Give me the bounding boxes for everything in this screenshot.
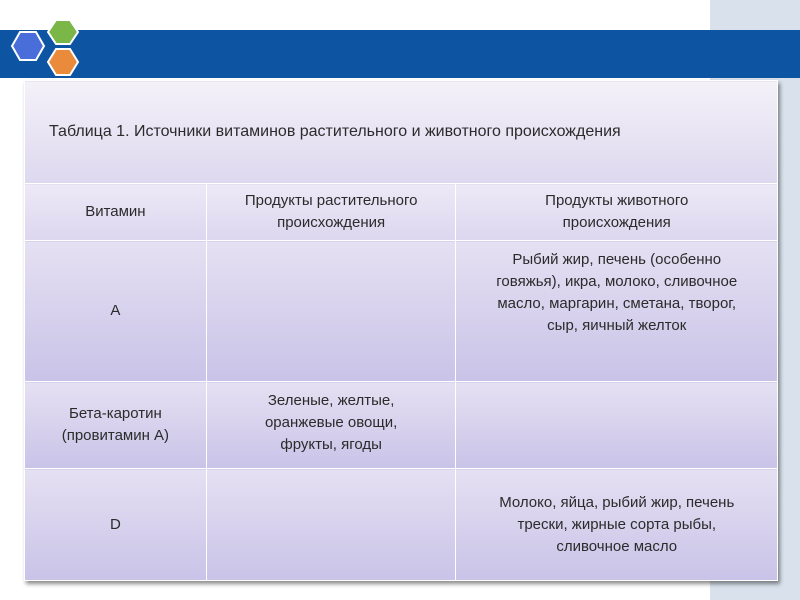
vitamin-d-animal-line1: Молоко, яйца, рыбий жир, печень xyxy=(499,493,735,511)
hexagon-orange-icon xyxy=(48,49,78,75)
cell-vitamin-a-animal xyxy=(456,241,778,382)
vitamin-a-name: A xyxy=(110,302,121,319)
table-title: Таблица 1. Источники витаминов растительного и животного происхождения xyxy=(25,81,778,184)
vitamin-d-name: D xyxy=(109,515,121,533)
vitamin-sources-table xyxy=(24,80,778,581)
beta-carotene-line2: (провитамин A) xyxy=(61,427,170,444)
beta-carotene-plant-line1: Зеленые, желтые, xyxy=(267,392,395,409)
header-plant-line1: Продукты растительного xyxy=(244,192,418,209)
hexagon-cluster-logo-icon xyxy=(8,18,94,88)
cell-beta-carotene-animal xyxy=(456,382,778,469)
beta-carotene-plant-line2: оранжевые овощи, xyxy=(264,414,398,431)
beta-carotene-line1: Бета-каротин xyxy=(68,405,162,422)
table-row-beta-carotene xyxy=(25,382,778,469)
table-title-row xyxy=(25,81,778,184)
hexagon-green-icon xyxy=(48,20,78,44)
cell-vitamin-d-animal xyxy=(456,469,778,581)
hexagon-blue-icon xyxy=(12,32,44,60)
cell-vitamin-d-plant xyxy=(206,469,456,581)
background-top-band xyxy=(0,30,800,78)
header-plant-products xyxy=(206,184,456,241)
cell-beta-carotene-plant xyxy=(206,382,456,469)
cell-vitamin-a xyxy=(25,241,207,382)
vitamin-a-animal-line2: говяжья), икра, молоко, сливочное xyxy=(496,273,738,290)
table-row-vitamin-d xyxy=(25,469,778,581)
table-row-vitamin-a xyxy=(25,241,778,382)
vitamin-a-animal-line4: сыр, яичный желток xyxy=(547,317,687,334)
cell-vitamin-d xyxy=(25,469,207,581)
header-animal-line2: происхождения xyxy=(562,214,671,231)
cell-vitamin-a-plant xyxy=(206,241,456,382)
vitamin-d-animal-line2: трески, жирные сорта рыбы, xyxy=(517,515,717,533)
header-vitamin: Витамин xyxy=(25,184,207,241)
vitamin-a-animal-line1: Рыбий жир, печень (особенно xyxy=(512,251,722,268)
table-header-row xyxy=(25,184,778,241)
header-animal-line1: Продукты животного xyxy=(545,192,689,209)
vitamin-d-animal-line3: сливочное масло xyxy=(556,537,678,555)
cell-beta-carotene xyxy=(25,382,207,469)
beta-carotene-plant-line3: фрукты, ягоды xyxy=(280,436,382,453)
header-animal-products xyxy=(456,184,778,241)
vitamin-a-animal-line3: масло, маргарин, сметана, творог, xyxy=(497,295,737,312)
header-plant-line2: происхождения xyxy=(277,214,386,231)
background-right-band xyxy=(710,30,800,78)
